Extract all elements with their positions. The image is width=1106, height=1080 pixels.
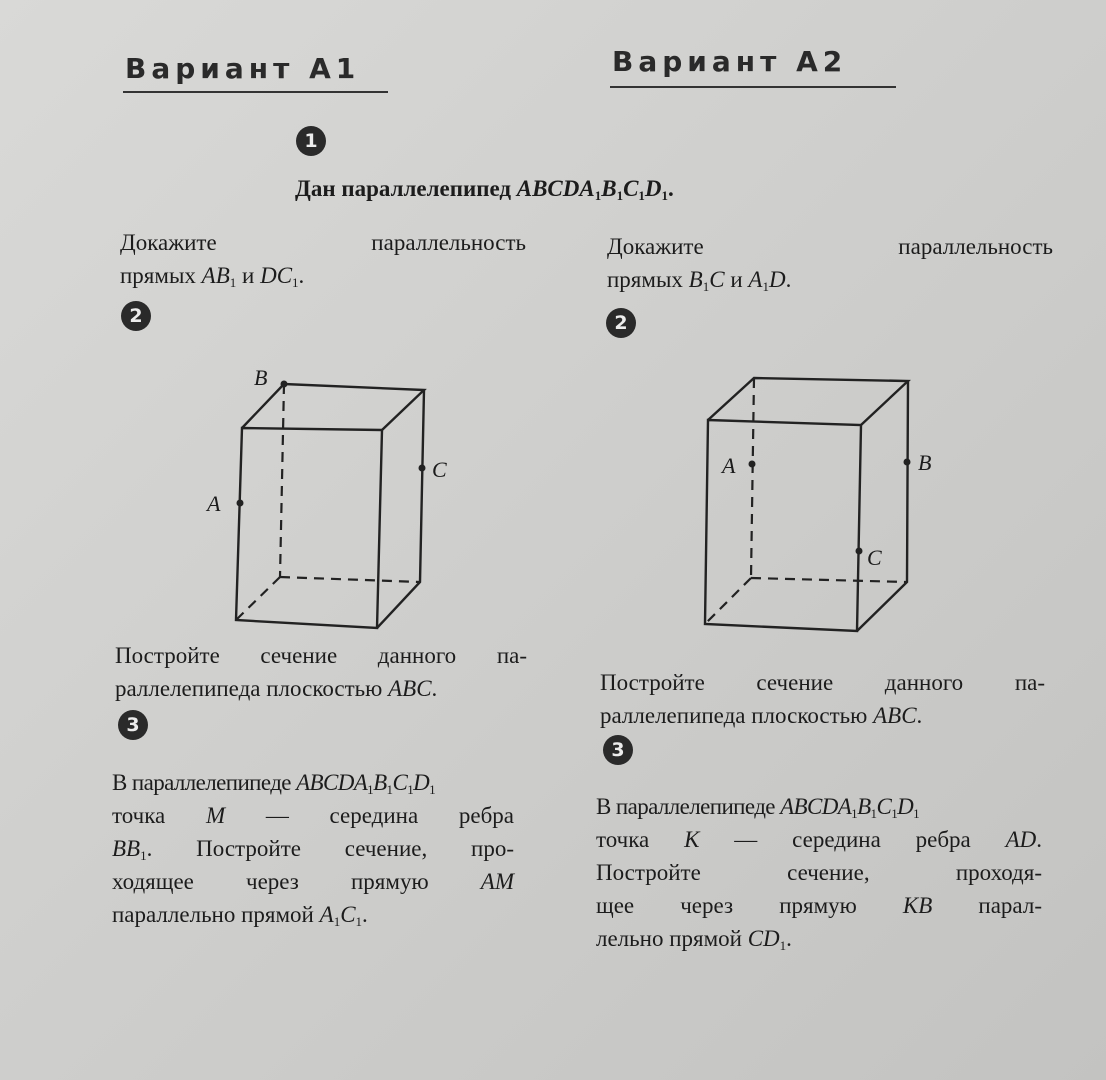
v1-point-b [281,381,288,388]
v2-task-2-badge: 2 [606,308,636,338]
v2-hidden-edges [705,378,907,624]
v2-label-a: A [722,453,736,478]
v1-point-c [419,465,426,472]
v1-task-3-badge: 3 [118,710,148,740]
v1-label-b: B [254,365,268,390]
task-1-badge: 1 [296,126,326,156]
v2-label-c: C [867,545,882,570]
v1-task-2-badge: 2 [121,301,151,331]
v1-task3-text: В параллелепипеде $ABCDA_1B_1C_1D_1$ точка M — середина ребра $BB_1$. Постройте сечение, про- ходящее через прямую AM параллельно прямой $A_1C_1$. [112,770,514,929]
v2-label-b: B [918,450,932,475]
v1-label-c: C [432,457,447,482]
given-statement: Дан параллелепипед $ABCDA_1B_1C_1D_1$. [295,176,674,203]
v2-task3-text: В параллелепипеде $ABCDA_1B_1C_1D_1$ точка K — середина ребра AD. Постройте сечение, проходя- щее через прямую KB парал- лельно прямой $CD_1$. [596,794,1042,953]
v2-task1-text: Докажите параллельность прямых $B_1C$ и $A_1D$. [607,234,1053,294]
v2-task-3-badge: 3 [603,735,633,765]
v2-point-c [856,548,863,555]
v2-point-b [904,459,911,466]
v2-task2-text: Постройте сечение данного па- раллелепипеда плоскостью ABC. [600,670,1045,728]
v1-task1-text: Докажите параллельность прямых $AB_1$ и $DC_1$. [120,230,526,290]
v1-label-a: A [207,491,221,516]
variant-a1-title: Вариант А1 [125,52,361,85]
v1-point-a [237,500,244,507]
variant-a2-title: Вариант А2 [612,45,848,78]
v2-point-a [749,461,756,468]
v1-task2-text: Постройте сечение данного па- раллелепипеда плоскостью ABC. [115,643,527,701]
